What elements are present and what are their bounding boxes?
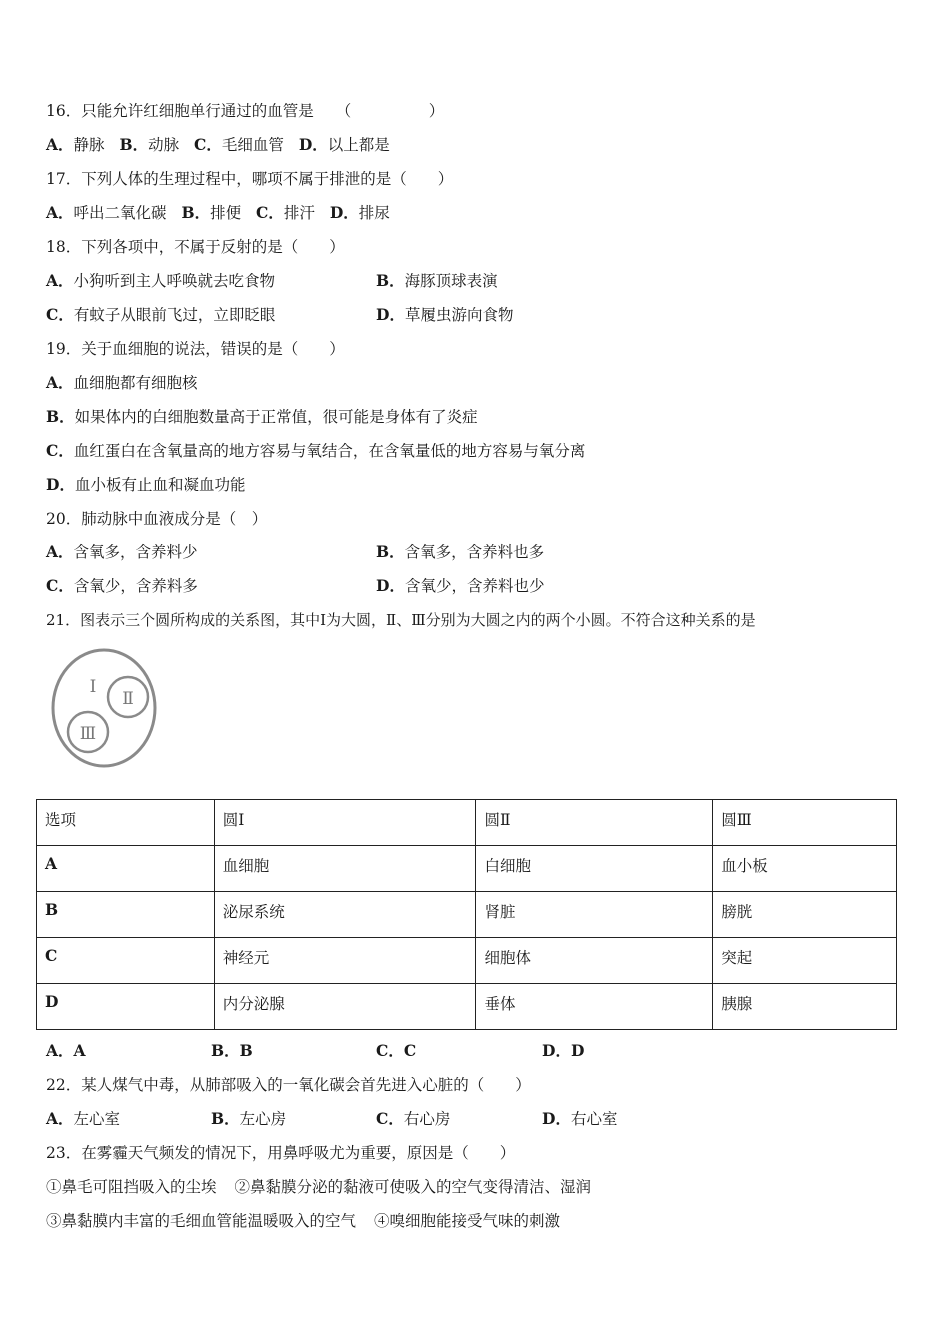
question-17-stem: 17．下列人体的生理过程中，哪项不属于排泄的是（ ） bbox=[46, 170, 454, 188]
question-20-option-c: C．含氧少，含养料多 bbox=[46, 576, 198, 595]
question-16-options: A．静脉 B．动脉 C．毛细血管 D．以上都是 bbox=[46, 135, 390, 154]
table-cell: 肾脏 bbox=[476, 892, 713, 938]
question-19-option-a: A．血细胞都有细胞核 bbox=[46, 373, 198, 392]
question-19-option-b: B．如果体内的白细胞数量高于正常值，很可能是身体有了炎症 bbox=[46, 407, 478, 426]
table-cell: 膀胱 bbox=[713, 892, 897, 938]
circle-i bbox=[53, 650, 155, 766]
question-20-option-b: B．含氧多，含养料也多 bbox=[376, 542, 545, 561]
relation-table bbox=[36, 799, 897, 1030]
question-22-option-a: A．左心室 bbox=[46, 1109, 121, 1128]
question-22-option-c: C．右心房 bbox=[376, 1109, 451, 1128]
table-cell: 神经元 bbox=[214, 938, 476, 984]
question-18-option-d: D．草履虫游向食物 bbox=[376, 305, 514, 324]
table-cell: B bbox=[37, 892, 215, 938]
question-22-option-b: B．左心房 bbox=[211, 1109, 287, 1128]
question-22-option-d: D．右心室 bbox=[542, 1109, 618, 1128]
table-cell: 白细胞 bbox=[476, 846, 713, 892]
table-header-cell: 圆Ⅱ bbox=[476, 800, 713, 846]
table-cell: 内分泌腺 bbox=[214, 984, 476, 1030]
question-19-stem: 19．关于血细胞的说法，错误的是（ ） bbox=[46, 340, 345, 358]
table-header-cell: 圆Ⅰ bbox=[214, 800, 476, 846]
question-20-stem: 20．肺动脉中血液成分是（ ） bbox=[46, 510, 268, 528]
question-17-options: A．呼出二氧化碳 B．排便 C．排汗 D．排尿 bbox=[46, 203, 390, 222]
table-row bbox=[37, 984, 897, 1030]
table-cell: D bbox=[37, 984, 215, 1030]
table-cell: 细胞体 bbox=[476, 938, 713, 984]
table-header-cell: 圆Ⅲ bbox=[713, 800, 897, 846]
table-row bbox=[37, 938, 897, 984]
table-cell: 血细胞 bbox=[214, 846, 476, 892]
question-20-option-a: A．含氧多，含养料少 bbox=[46, 542, 198, 561]
table-cell: 泌尿系统 bbox=[214, 892, 476, 938]
table-cell: C bbox=[37, 938, 215, 984]
question-21-option-a: A．A bbox=[46, 1041, 86, 1060]
table-row bbox=[37, 892, 897, 938]
question-23-statements-row-2: ③鼻黏膜内丰富的毛细血管能温暖吸入的空气 ④嗅细胞能接受气味的刺激 bbox=[46, 1212, 561, 1230]
question-22-stem: 22．某人煤气中毒，从肺部吸入的一氧化碳会首先进入心脏的（ ） bbox=[46, 1076, 531, 1094]
table-cell: 胰腺 bbox=[713, 984, 897, 1030]
table-cell: 血小板 bbox=[713, 846, 897, 892]
question-19-option-d: D．血小板有止血和凝血功能 bbox=[46, 475, 246, 494]
table-cell: 垂体 bbox=[476, 984, 713, 1030]
question-16-stem: 16．只能允许红细胞单行通过的血管是 （ ） bbox=[46, 102, 445, 120]
question-21-stem: 21．图表示三个圆所构成的关系图，其中Ⅰ为大圆，Ⅱ、Ⅲ分别为大圆之内的两个小圆。不符合这种关系的是 bbox=[46, 611, 756, 629]
question-18-stem: 18．下列各项中，不属于反射的是（ ） bbox=[46, 238, 345, 256]
question-18-option-c: C．有蚊子从眼前飞过，立即眨眼 bbox=[46, 305, 276, 324]
table-cell: 突起 bbox=[713, 938, 897, 984]
label-ii: Ⅱ bbox=[122, 689, 134, 709]
question-18-option-b: B．海豚顶球表演 bbox=[376, 271, 498, 290]
table-cell: A bbox=[37, 846, 215, 892]
question-23-statements-row-1: ①鼻毛可阻挡吸入的尘埃 ②鼻黏膜分泌的黏液可使吸入的空气变得清洁、湿润 bbox=[46, 1178, 592, 1196]
table-header-cell: 选项 bbox=[37, 800, 215, 846]
question-20-option-d: D．含氧少，含养料也少 bbox=[376, 576, 545, 595]
venn-diagram bbox=[50, 646, 160, 770]
table-header-row bbox=[37, 800, 897, 846]
question-19-option-c: C．血红蛋白在含氧量高的地方容易与氧结合，在含氧量低的地方容易与氧分离 bbox=[46, 441, 586, 460]
question-21-option-d: D．D bbox=[542, 1041, 585, 1060]
question-23-stem: 23．在雾霾天气频发的情况下，用鼻呼吸尤为重要，原因是（ ） bbox=[46, 1144, 516, 1162]
label-iii: Ⅲ bbox=[79, 724, 97, 744]
question-21-option-b: B．B bbox=[211, 1041, 253, 1060]
question-18-option-a: A．小狗听到主人呼唤就去吃食物 bbox=[46, 271, 276, 290]
label-i: Ⅰ bbox=[89, 677, 97, 697]
question-21-option-c: C．C bbox=[376, 1041, 417, 1060]
table-row bbox=[37, 846, 897, 892]
